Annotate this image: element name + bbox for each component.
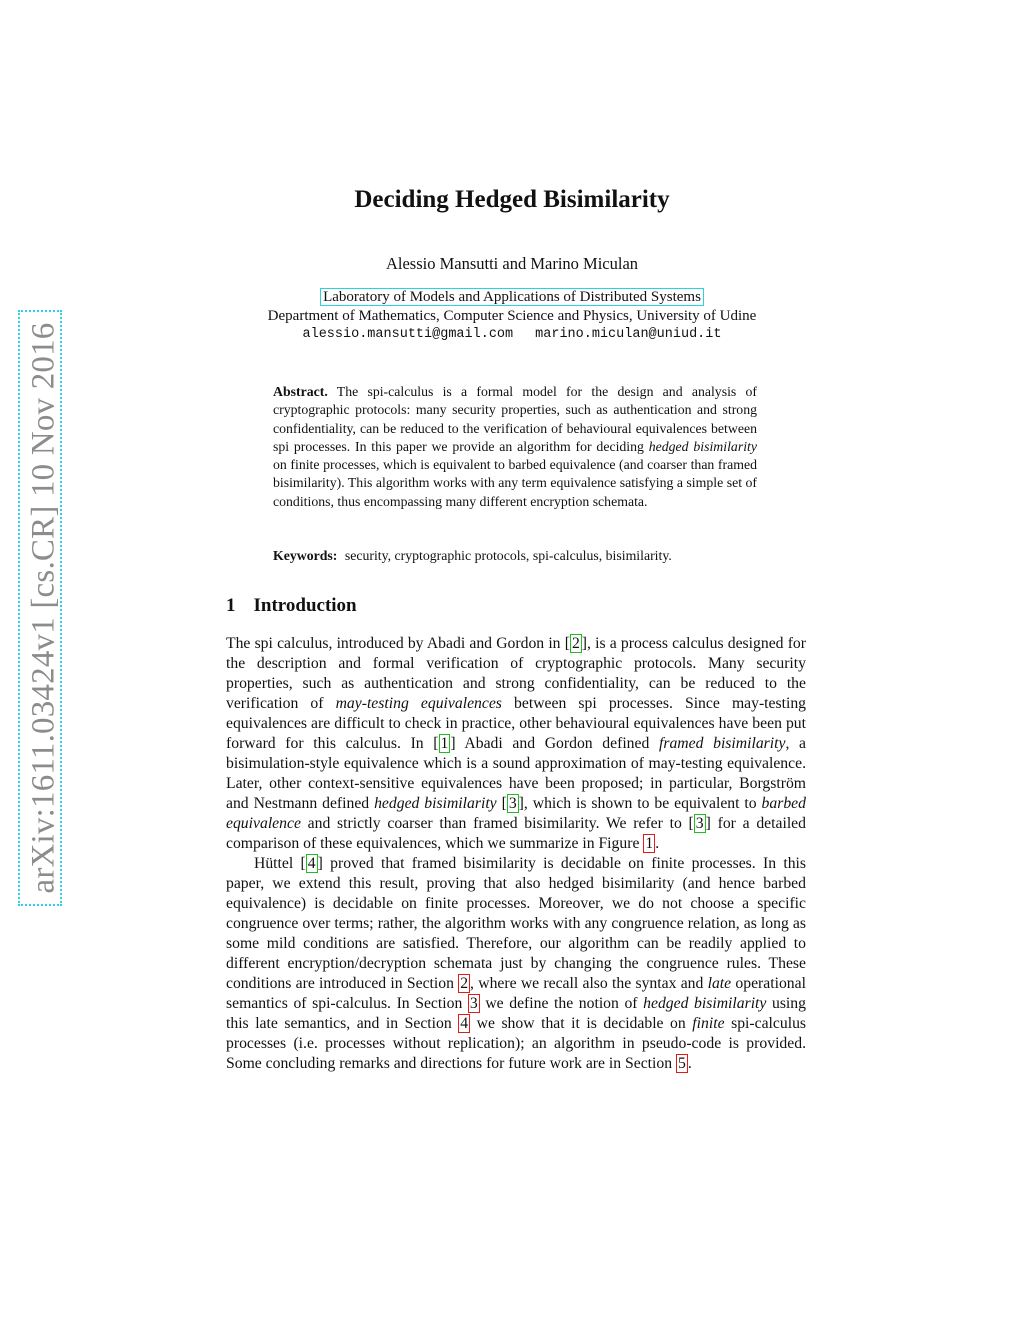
emphasis: barbed equivalence <box>226 795 806 832</box>
citation-link[interactable]: 1 <box>440 735 449 752</box>
keywords-text: security, cryptographic protocols, spi-calculus, bisimilarity. <box>344 548 672 563</box>
email-mansutti: alessio.mansutti@gmail.com <box>302 327 514 342</box>
section-heading-introduction <box>226 595 357 617</box>
text: . <box>655 835 660 852</box>
citation-link[interactable]: 4 <box>307 855 316 872</box>
section-reference-link[interactable]: 2 <box>460 975 469 992</box>
lab-link[interactable]: Laboratory of Models and Applications of Distributed Systems <box>320 288 704 306</box>
text: we show that it is decidable on <box>470 1015 693 1032</box>
text: we define the notion of <box>479 995 644 1012</box>
introduction-body <box>226 634 806 1074</box>
text: spi-calculus processes (i.e. processes without replication); an algorithm in pseudo-code is provided. Some concluding remarks and directions for future work are in Section <box>226 1015 807 1072</box>
text: , where we recall also the syntax and <box>470 975 708 992</box>
text: Hüttel <box>254 855 301 872</box>
section-reference-link[interactable]: 5 <box>678 1055 686 1072</box>
section-reference-link[interactable]: 3 <box>469 995 478 1012</box>
abstract-text-1: The spi-calculus is a formal model for the design and analysis of cryptographic protocols: many security properties, such as authentication and strong confidentiality, can be reduced to the verification of behavioural equivalences between spi processes. In this paper we provide an algorithm for deciding <box>273 384 757 454</box>
text: , a bisimulation-style equivalence which is a sound approximation of may-testing equivalence. Later, other context-sensitive equivalences have been proposed; in particular, Borgström and Nestmann defined <box>226 735 806 812</box>
text: proved that framed bisimilarity is decidable on finite processes. In this paper, we extend this result, proving that also hedged bisimilarity (and hence barbed equivalence) is decidable on finite processes. Moreover, we do not choose a specific congruence over terms; rather, the algorithm works with any congruence relation, as long as some mild conditions are satisfied. Therefore, our algorithm can be readily applied to different encryption/decryption schemata just by changing the congruence rules. These conditions are introduced in Section <box>226 855 807 992</box>
emphasis: late <box>707 975 732 992</box>
text: using this late semantics, and in Section <box>226 995 806 1032</box>
emphasis: framed bisimilarity <box>659 735 786 752</box>
arxiv-identifier[interactable]: arXiv:1611.03424v1 [cs.CR] 10 Nov 2016 <box>25 322 62 894</box>
abstract-emph-hedged: hedged bisimilarity <box>648 438 757 454</box>
emphasis: may-testing equivalences <box>335 695 502 712</box>
affiliation-lab-line <box>0 289 1024 306</box>
emphasis: finite <box>692 1015 725 1032</box>
text: Abadi and Gordon defined <box>455 735 659 752</box>
citation-link[interactable]: 2 <box>571 635 580 652</box>
citation-link[interactable]: 3 <box>508 795 517 812</box>
text: The spi calculus, introduced by Abadi and Gordon in <box>226 635 565 652</box>
abstract-label: Abstract. <box>273 384 328 399</box>
text: and strictly coarser than framed bisimilarity. We refer to <box>300 815 689 832</box>
author-emails <box>0 327 1024 342</box>
emphasis: hedged bisimilarity <box>374 795 497 812</box>
text: for a detailed comparison of these equivalences, which we summarize in Figure <box>226 815 806 852</box>
figure-reference-link[interactable]: 1 <box>645 835 654 852</box>
text: between spi processes. Since may-testing equivalences are difficult to check in practice, other behavioural equivalences have been put forward for this calculus. In <box>226 695 807 752</box>
emphasis: hedged bisimilarity <box>643 995 767 1012</box>
section-reference-link[interactable]: 4 <box>460 1015 469 1032</box>
paper-title: Deciding Hedged Bisimilarity <box>354 186 670 213</box>
text: , which is shown to be equivalent to <box>523 795 762 812</box>
text <box>497 795 502 812</box>
text: operational semantics of spi-calculus. In Section <box>226 975 806 1012</box>
text: , is a process calculus designed for the description and formal verification of cryptographic protocols. Many security properties, such as authentication and strong confidentiality, can be reduced to the verification of <box>226 635 806 712</box>
citation-link[interactable]: 3 <box>695 815 704 832</box>
section-number: 1 <box>226 595 236 616</box>
paragraph-1: The spi calculus, introduced by Abadi and Gordon in [ 2 ], is a process calculus designed for the description and formal verification of cryptographic protocols. Many security properties, such as authentication and strong confidentiality, can be reduced to the verification of may-testing equivalences between spi processes. Since may-testing equivalences are difficult to check in practice, other behavioural equivalences have been put forward for this calculus. In [ 1 ] Abadi and Gordon defined framed bisimilarity, a bisimulation-style equivalence which is a sound approximation of may-testing equivalence. Later, other context-sensitive equivalences have been proposed; in particular, Borgström and Nestmann defined hedged bisimilarity [ 3 ], which is shown to be equivalent to barbed equivalence and strictly coarser than framed bisimilarity. We refer to [ 3 ] for a detailed comparison of these equivalences, which we summarize in Figure 1 . <box>226 635 807 852</box>
email-miculan: marino.miculan@uniud.it <box>535 327 722 342</box>
abstract-text-2: on finite processes, which is equivalent to barbed equivalence (and coarser than framed bisimilarity). This algorithm works with any term equivalence satisfying a simple set of conditions, thus encompassing many different encryption schemata. <box>273 457 757 509</box>
keywords-label: Keywords: <box>273 548 338 563</box>
text: . <box>687 1055 692 1072</box>
section-title: Introduction <box>253 595 357 616</box>
affiliation-department: Department of Mathematics, Computer Science and Physics, University of Udine <box>267 308 757 324</box>
abstract <box>273 383 757 511</box>
keywords <box>273 547 773 565</box>
paper-authors: Alessio Mansutti and Marino Miculan <box>385 254 639 273</box>
paragraph-2: Hüttel [ 4 ] proved that framed bisimilarity is decidable on finite processes. In this paper, we extend this result, proving that also hedged bisimilarity (and hence barbed equivalence) is decidable on finite processes. Moreover, we do not choose a specific congruence over terms; rather, the algorithm works with any congruence relation, as long as some mild conditions are satisfied. Therefore, our algorithm can be readily applied to different encryption/decryption schemata just by changing the congruence rules. These conditions are introduced in Section 2 , where we recall also the syntax and late operational semantics of spi-calculus. In Section 3 we define the notion of hedged bisimilarity using this late semantics, and in Section 4 we show that it is decidable on finite spi-calculus processes (i.e. processes without replication); an algorithm in pseudo-code is provided. Some concluding remarks and directions for future work are in Section 5 . <box>226 855 807 1072</box>
